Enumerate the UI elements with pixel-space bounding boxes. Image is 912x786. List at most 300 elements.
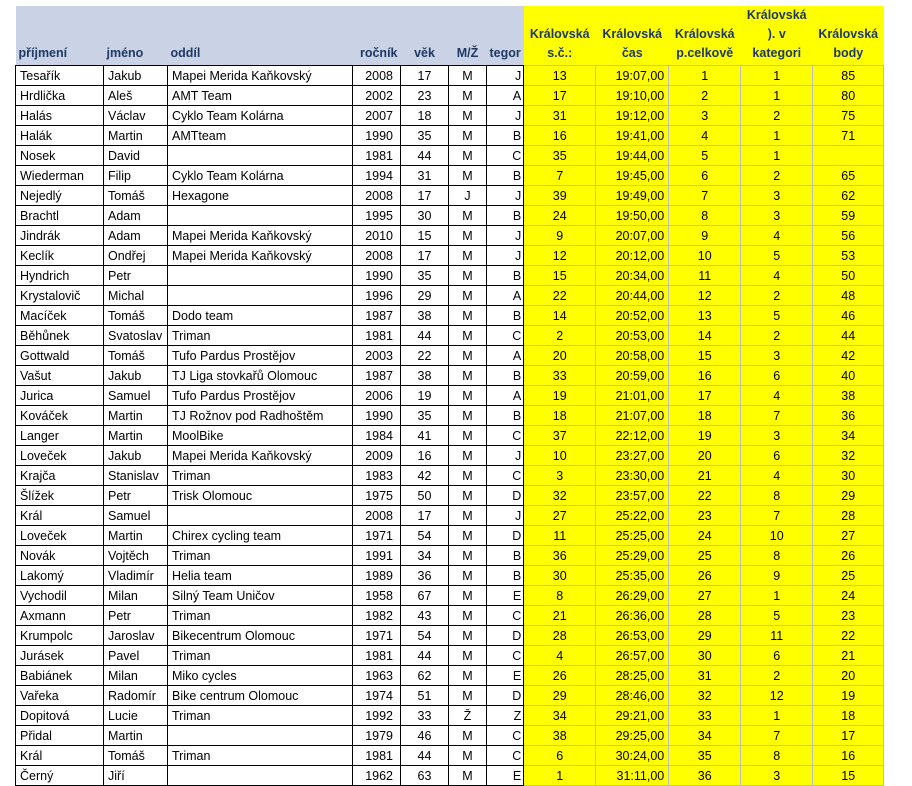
cell-gender[interactable]: M bbox=[449, 466, 487, 486]
cell-age[interactable]: 46 bbox=[401, 726, 449, 746]
cell-age[interactable]: 16 bbox=[401, 446, 449, 466]
cell-club[interactable]: Tufo Pardus Prostějov bbox=[168, 346, 353, 366]
cell-surname[interactable]: Keclík bbox=[16, 246, 104, 266]
cell-firstname[interactable]: Martin bbox=[104, 126, 168, 146]
cell-category[interactable]: B bbox=[487, 366, 524, 386]
cell-club[interactable]: Triman bbox=[168, 606, 353, 626]
cell-gender[interactable]: M bbox=[449, 166, 487, 186]
cell-category-place[interactable]: 3 bbox=[741, 766, 813, 786]
cell-overall-place[interactable]: 13 bbox=[669, 306, 741, 326]
cell-category[interactable]: B bbox=[487, 406, 524, 426]
cell-surname[interactable]: Vašut bbox=[16, 366, 104, 386]
cell-points[interactable]: 48 bbox=[813, 286, 884, 306]
cell-surname[interactable]: Král bbox=[16, 506, 104, 526]
cell-firstname[interactable]: Jaroslav bbox=[104, 626, 168, 646]
cell-club[interactable]: Bikecentrum Olomouc bbox=[168, 626, 353, 646]
cell-birth-year[interactable]: 1981 bbox=[353, 746, 401, 766]
cell-birth-year[interactable]: 1974 bbox=[353, 686, 401, 706]
cell-category[interactable]: J bbox=[487, 106, 524, 126]
cell-start-number[interactable]: 29 bbox=[524, 686, 596, 706]
cell-points[interactable]: 50 bbox=[813, 266, 884, 286]
cell-birth-year[interactable]: 1983 bbox=[353, 466, 401, 486]
cell-points[interactable]: 20 bbox=[813, 666, 884, 686]
header-points[interactable]: Královská body bbox=[813, 6, 884, 66]
cell-overall-place[interactable]: 18 bbox=[669, 406, 741, 426]
cell-points[interactable]: 71 bbox=[813, 126, 884, 146]
cell-time[interactable]: 20:58,00 bbox=[596, 346, 669, 366]
cell-time[interactable]: 20:53,00 bbox=[596, 326, 669, 346]
cell-category-place[interactable]: 5 bbox=[741, 306, 813, 326]
cell-firstname[interactable]: Samuel bbox=[104, 506, 168, 526]
cell-age[interactable]: 42 bbox=[401, 466, 449, 486]
cell-age[interactable]: 35 bbox=[401, 266, 449, 286]
cell-points[interactable]: 38 bbox=[813, 386, 884, 406]
cell-surname[interactable]: Brachtl bbox=[16, 206, 104, 226]
cell-club[interactable]: Triman bbox=[168, 746, 353, 766]
cell-club[interactable] bbox=[168, 146, 353, 166]
header-age[interactable]: věk bbox=[401, 6, 449, 66]
cell-club[interactable]: Triman bbox=[168, 646, 353, 666]
cell-age[interactable]: 67 bbox=[401, 586, 449, 606]
cell-surname[interactable]: Krystalovič bbox=[16, 286, 104, 306]
cell-surname[interactable]: Halás bbox=[16, 106, 104, 126]
cell-gender[interactable]: M bbox=[449, 86, 487, 106]
cell-gender[interactable]: M bbox=[449, 326, 487, 346]
cell-time[interactable]: 26:53,00 bbox=[596, 626, 669, 646]
cell-category[interactable]: D bbox=[487, 686, 524, 706]
cell-gender[interactable]: M bbox=[449, 626, 487, 646]
cell-club[interactable]: Cyklo Team Kolárna bbox=[168, 106, 353, 126]
cell-age[interactable]: 17 bbox=[401, 186, 449, 206]
cell-birth-year[interactable]: 2008 bbox=[353, 66, 401, 86]
cell-points[interactable]: 34 bbox=[813, 426, 884, 446]
cell-gender[interactable]: M bbox=[449, 366, 487, 386]
cell-start-number[interactable]: 37 bbox=[524, 426, 596, 446]
cell-firstname[interactable]: Aleš bbox=[104, 86, 168, 106]
cell-birth-year[interactable]: 1984 bbox=[353, 426, 401, 446]
cell-time[interactable]: 19:49,00 bbox=[596, 186, 669, 206]
cell-start-number[interactable]: 7 bbox=[524, 166, 596, 186]
cell-gender[interactable]: Ž bbox=[449, 706, 487, 726]
cell-birth-year[interactable]: 1990 bbox=[353, 406, 401, 426]
cell-category-place[interactable]: 2 bbox=[741, 166, 813, 186]
cell-category-place[interactable]: 2 bbox=[741, 326, 813, 346]
cell-category[interactable]: B bbox=[487, 546, 524, 566]
cell-overall-place[interactable]: 20 bbox=[669, 446, 741, 466]
cell-firstname[interactable]: Ondřej bbox=[104, 246, 168, 266]
cell-firstname[interactable]: Milan bbox=[104, 586, 168, 606]
cell-firstname[interactable]: Radomír bbox=[104, 686, 168, 706]
cell-birth-year[interactable]: 2006 bbox=[353, 386, 401, 406]
cell-club[interactable]: Triman bbox=[168, 326, 353, 346]
cell-category-place[interactable]: 2 bbox=[741, 106, 813, 126]
cell-birth-year[interactable]: 2002 bbox=[353, 86, 401, 106]
cell-points[interactable]: 25 bbox=[813, 566, 884, 586]
cell-category-place[interactable]: 4 bbox=[741, 226, 813, 246]
cell-birth-year[interactable]: 1975 bbox=[353, 486, 401, 506]
cell-firstname[interactable]: Jakub bbox=[104, 366, 168, 386]
cell-start-number[interactable]: 33 bbox=[524, 366, 596, 386]
cell-points[interactable]: 85 bbox=[813, 66, 884, 86]
cell-age[interactable]: 50 bbox=[401, 486, 449, 506]
cell-category[interactable]: D bbox=[487, 626, 524, 646]
cell-category-place[interactable]: 2 bbox=[741, 666, 813, 686]
cell-time[interactable]: 25:35,00 bbox=[596, 566, 669, 586]
cell-time[interactable]: 26:36,00 bbox=[596, 606, 669, 626]
cell-age[interactable]: 54 bbox=[401, 526, 449, 546]
cell-age[interactable]: 19 bbox=[401, 386, 449, 406]
cell-time[interactable]: 20:59,00 bbox=[596, 366, 669, 386]
cell-points[interactable]: 30 bbox=[813, 466, 884, 486]
cell-points[interactable]: 28 bbox=[813, 506, 884, 526]
cell-firstname[interactable]: Lucie bbox=[104, 706, 168, 726]
cell-club[interactable] bbox=[168, 506, 353, 526]
cell-start-number[interactable]: 15 bbox=[524, 266, 596, 286]
cell-category-place[interactable]: 1 bbox=[741, 146, 813, 166]
cell-category[interactable]: E bbox=[487, 666, 524, 686]
cell-firstname[interactable]: Samuel bbox=[104, 386, 168, 406]
cell-surname[interactable]: Dopitová bbox=[16, 706, 104, 726]
cell-time[interactable]: 20:52,00 bbox=[596, 306, 669, 326]
cell-gender[interactable]: M bbox=[449, 386, 487, 406]
cell-age[interactable]: 54 bbox=[401, 626, 449, 646]
header-overall-place[interactable]: Královská p.celkově bbox=[669, 6, 741, 66]
cell-time[interactable]: 20:07,00 bbox=[596, 226, 669, 246]
cell-points[interactable]: 65 bbox=[813, 166, 884, 186]
cell-points[interactable]: 26 bbox=[813, 546, 884, 566]
cell-firstname[interactable]: Petr bbox=[104, 606, 168, 626]
cell-club[interactable]: MoolBike bbox=[168, 426, 353, 446]
cell-gender[interactable]: M bbox=[449, 666, 487, 686]
cell-gender[interactable]: M bbox=[449, 486, 487, 506]
cell-category-place[interactable]: 1 bbox=[741, 86, 813, 106]
cell-birth-year[interactable]: 1981 bbox=[353, 646, 401, 666]
cell-firstname[interactable]: Svatoslav bbox=[104, 326, 168, 346]
cell-category[interactable]: A bbox=[487, 386, 524, 406]
cell-start-number[interactable]: 27 bbox=[524, 506, 596, 526]
cell-overall-place[interactable]: 16 bbox=[669, 366, 741, 386]
cell-start-number[interactable]: 31 bbox=[524, 106, 596, 126]
cell-time[interactable]: 21:07,00 bbox=[596, 406, 669, 426]
cell-club[interactable]: Chirex cycling team bbox=[168, 526, 353, 546]
cell-surname[interactable]: Tesařík bbox=[16, 66, 104, 86]
cell-club[interactable] bbox=[168, 206, 353, 226]
cell-start-number[interactable]: 34 bbox=[524, 706, 596, 726]
cell-points[interactable]: 62 bbox=[813, 186, 884, 206]
cell-firstname[interactable]: Martin bbox=[104, 726, 168, 746]
cell-gender[interactable]: M bbox=[449, 646, 487, 666]
cell-time[interactable]: 31:11,00 bbox=[596, 766, 669, 786]
cell-surname[interactable]: Axmann bbox=[16, 606, 104, 626]
cell-category[interactable]: C bbox=[487, 426, 524, 446]
cell-firstname[interactable]: Tomáš bbox=[104, 746, 168, 766]
cell-birth-year[interactable]: 1987 bbox=[353, 366, 401, 386]
cell-overall-place[interactable]: 7 bbox=[669, 186, 741, 206]
header-club[interactable]: oddíl bbox=[168, 6, 353, 66]
cell-time[interactable]: 29:25,00 bbox=[596, 726, 669, 746]
cell-age[interactable]: 29 bbox=[401, 286, 449, 306]
cell-surname[interactable]: Halák bbox=[16, 126, 104, 146]
cell-firstname[interactable]: Petr bbox=[104, 266, 168, 286]
cell-time[interactable]: 30:24,00 bbox=[596, 746, 669, 766]
cell-birth-year[interactable]: 2003 bbox=[353, 346, 401, 366]
cell-time[interactable]: 19:50,00 bbox=[596, 206, 669, 226]
cell-category-place[interactable]: 7 bbox=[741, 406, 813, 426]
cell-club[interactable]: Cyklo Team Kolárna bbox=[168, 166, 353, 186]
cell-surname[interactable]: Macíček bbox=[16, 306, 104, 326]
cell-category-place[interactable]: 6 bbox=[741, 446, 813, 466]
cell-age[interactable]: 18 bbox=[401, 106, 449, 126]
cell-category-place[interactable]: 5 bbox=[741, 246, 813, 266]
cell-category[interactable]: C bbox=[487, 646, 524, 666]
cell-age[interactable]: 44 bbox=[401, 146, 449, 166]
cell-category[interactable]: B bbox=[487, 126, 524, 146]
cell-club[interactable]: TJ Liga stovkařů Olomouc bbox=[168, 366, 353, 386]
cell-age[interactable]: 15 bbox=[401, 226, 449, 246]
cell-time[interactable]: 19:44,00 bbox=[596, 146, 669, 166]
cell-overall-place[interactable]: 11 bbox=[669, 266, 741, 286]
cell-club[interactable]: Trisk Olomouc bbox=[168, 486, 353, 506]
cell-surname[interactable]: Hrdlička bbox=[16, 86, 104, 106]
cell-points[interactable]: 22 bbox=[813, 626, 884, 646]
cell-points[interactable]: 53 bbox=[813, 246, 884, 266]
cell-points[interactable]: 32 bbox=[813, 446, 884, 466]
cell-start-number[interactable]: 26 bbox=[524, 666, 596, 686]
cell-birth-year[interactable]: 2008 bbox=[353, 246, 401, 266]
cell-overall-place[interactable]: 15 bbox=[669, 346, 741, 366]
cell-overall-place[interactable]: 25 bbox=[669, 546, 741, 566]
cell-overall-place[interactable]: 24 bbox=[669, 526, 741, 546]
cell-firstname[interactable]: Jakub bbox=[104, 446, 168, 466]
cell-points[interactable] bbox=[813, 146, 884, 166]
cell-gender[interactable]: M bbox=[449, 546, 487, 566]
cell-overall-place[interactable]: 35 bbox=[669, 746, 741, 766]
cell-start-number[interactable]: 1 bbox=[524, 766, 596, 786]
cell-club[interactable]: Bike centrum Olomouc bbox=[168, 686, 353, 706]
cell-start-number[interactable]: 32 bbox=[524, 486, 596, 506]
cell-surname[interactable]: Gottwald bbox=[16, 346, 104, 366]
cell-surname[interactable]: Nejedlý bbox=[16, 186, 104, 206]
cell-time[interactable]: 21:01,00 bbox=[596, 386, 669, 406]
cell-category[interactable]: J bbox=[487, 246, 524, 266]
cell-points[interactable]: 17 bbox=[813, 726, 884, 746]
cell-age[interactable]: 63 bbox=[401, 766, 449, 786]
cell-category[interactable]: C bbox=[487, 606, 524, 626]
cell-club[interactable]: Mapei Merida Kaňkovský bbox=[168, 246, 353, 266]
cell-firstname[interactable]: Tomáš bbox=[104, 186, 168, 206]
cell-gender[interactable]: M bbox=[449, 406, 487, 426]
cell-birth-year[interactable]: 2010 bbox=[353, 226, 401, 246]
cell-surname[interactable]: Loveček bbox=[16, 526, 104, 546]
cell-age[interactable]: 38 bbox=[401, 306, 449, 326]
cell-age[interactable]: 51 bbox=[401, 686, 449, 706]
cell-start-number[interactable]: 16 bbox=[524, 126, 596, 146]
cell-gender[interactable]: M bbox=[449, 306, 487, 326]
cell-time[interactable]: 19:07,00 bbox=[596, 66, 669, 86]
cell-points[interactable]: 18 bbox=[813, 706, 884, 726]
cell-birth-year[interactable]: 1981 bbox=[353, 146, 401, 166]
cell-overall-place[interactable]: 5 bbox=[669, 146, 741, 166]
cell-gender[interactable]: M bbox=[449, 146, 487, 166]
cell-time[interactable]: 26:57,00 bbox=[596, 646, 669, 666]
cell-overall-place[interactable]: 30 bbox=[669, 646, 741, 666]
cell-start-number[interactable]: 20 bbox=[524, 346, 596, 366]
cell-gender[interactable]: M bbox=[449, 126, 487, 146]
cell-gender[interactable]: M bbox=[449, 206, 487, 226]
cell-age[interactable]: 38 bbox=[401, 366, 449, 386]
cell-time[interactable]: 25:25,00 bbox=[596, 526, 669, 546]
cell-category-place[interactable]: 3 bbox=[741, 206, 813, 226]
cell-start-number[interactable]: 13 bbox=[524, 66, 596, 86]
cell-start-number[interactable]: 28 bbox=[524, 626, 596, 646]
cell-age[interactable]: 31 bbox=[401, 166, 449, 186]
cell-time[interactable]: 19:10,00 bbox=[596, 86, 669, 106]
cell-category-place[interactable]: 7 bbox=[741, 726, 813, 746]
cell-category[interactable]: B bbox=[487, 566, 524, 586]
cell-overall-place[interactable]: 3 bbox=[669, 106, 741, 126]
cell-birth-year[interactable]: 1994 bbox=[353, 166, 401, 186]
cell-club[interactable]: Triman bbox=[168, 706, 353, 726]
cell-age[interactable]: 30 bbox=[401, 206, 449, 226]
cell-category[interactable]: A bbox=[487, 86, 524, 106]
cell-overall-place[interactable]: 27 bbox=[669, 586, 741, 606]
cell-time[interactable]: 20:34,00 bbox=[596, 266, 669, 286]
cell-club[interactable]: Silný Team Uničov bbox=[168, 586, 353, 606]
cell-start-number[interactable]: 21 bbox=[524, 606, 596, 626]
cell-points[interactable]: 24 bbox=[813, 586, 884, 606]
cell-gender[interactable]: M bbox=[449, 106, 487, 126]
header-birth-year[interactable]: ročník bbox=[353, 6, 401, 66]
cell-category-place[interactable]: 11 bbox=[741, 626, 813, 646]
cell-category-place[interactable]: 6 bbox=[741, 366, 813, 386]
cell-time[interactable]: 22:12,00 bbox=[596, 426, 669, 446]
cell-category-place[interactable]: 8 bbox=[741, 746, 813, 766]
cell-overall-place[interactable]: 29 bbox=[669, 626, 741, 646]
cell-overall-place[interactable]: 2 bbox=[669, 86, 741, 106]
cell-points[interactable]: 80 bbox=[813, 86, 884, 106]
cell-overall-place[interactable]: 8 bbox=[669, 206, 741, 226]
cell-age[interactable]: 17 bbox=[401, 506, 449, 526]
cell-time[interactable]: 29:21,00 bbox=[596, 706, 669, 726]
cell-time[interactable]: 23:27,00 bbox=[596, 446, 669, 466]
cell-start-number[interactable]: 8 bbox=[524, 586, 596, 606]
cell-points[interactable]: 21 bbox=[813, 646, 884, 666]
cell-firstname[interactable]: Tomáš bbox=[104, 346, 168, 366]
cell-gender[interactable]: M bbox=[449, 66, 487, 86]
cell-surname[interactable]: Langer bbox=[16, 426, 104, 446]
cell-start-number[interactable]: 3 bbox=[524, 466, 596, 486]
cell-time[interactable]: 20:44,00 bbox=[596, 286, 669, 306]
cell-birth-year[interactable]: 1979 bbox=[353, 726, 401, 746]
cell-start-number[interactable]: 36 bbox=[524, 546, 596, 566]
cell-gender[interactable]: M bbox=[449, 566, 487, 586]
cell-birth-year[interactable]: 1987 bbox=[353, 306, 401, 326]
cell-overall-place[interactable]: 33 bbox=[669, 706, 741, 726]
cell-surname[interactable]: Novák bbox=[16, 546, 104, 566]
cell-overall-place[interactable]: 36 bbox=[669, 766, 741, 786]
cell-surname[interactable]: Šlížek bbox=[16, 486, 104, 506]
cell-category[interactable]: B bbox=[487, 266, 524, 286]
cell-surname[interactable]: Přidal bbox=[16, 726, 104, 746]
cell-age[interactable]: 35 bbox=[401, 406, 449, 426]
cell-birth-year[interactable]: 1982 bbox=[353, 606, 401, 626]
cell-firstname[interactable]: Petr bbox=[104, 486, 168, 506]
cell-category[interactable]: E bbox=[487, 766, 524, 786]
cell-gender[interactable]: M bbox=[449, 526, 487, 546]
cell-birth-year[interactable]: 1958 bbox=[353, 586, 401, 606]
cell-birth-year[interactable]: 2008 bbox=[353, 186, 401, 206]
cell-category-place[interactable]: 12 bbox=[741, 686, 813, 706]
cell-time[interactable]: 28:46,00 bbox=[596, 686, 669, 706]
cell-gender[interactable]: M bbox=[449, 686, 487, 706]
cell-birth-year[interactable]: 1971 bbox=[353, 526, 401, 546]
cell-category-place[interactable]: 4 bbox=[741, 466, 813, 486]
cell-firstname[interactable]: Milan bbox=[104, 666, 168, 686]
cell-category[interactable]: C bbox=[487, 466, 524, 486]
cell-start-number[interactable]: 9 bbox=[524, 226, 596, 246]
cell-surname[interactable]: Jurica bbox=[16, 386, 104, 406]
cell-overall-place[interactable]: 12 bbox=[669, 286, 741, 306]
cell-category[interactable]: A bbox=[487, 346, 524, 366]
header-category-place[interactable]: Královská ). v kategori bbox=[741, 6, 813, 66]
cell-overall-place[interactable]: 19 bbox=[669, 426, 741, 446]
cell-start-number[interactable]: 35 bbox=[524, 146, 596, 166]
cell-category-place[interactable]: 1 bbox=[741, 126, 813, 146]
cell-category[interactable]: C bbox=[487, 726, 524, 746]
cell-surname[interactable]: Vychodil bbox=[16, 586, 104, 606]
cell-points[interactable]: 75 bbox=[813, 106, 884, 126]
cell-club[interactable]: TJ Rožnov pod Radhoštěm bbox=[168, 406, 353, 426]
cell-overall-place[interactable]: 1 bbox=[669, 66, 741, 86]
header-category[interactable]: tegor bbox=[487, 6, 524, 66]
cell-overall-place[interactable]: 34 bbox=[669, 726, 741, 746]
cell-age[interactable]: 36 bbox=[401, 566, 449, 586]
cell-category-place[interactable]: 1 bbox=[741, 66, 813, 86]
cell-category-place[interactable]: 1 bbox=[741, 706, 813, 726]
cell-birth-year[interactable]: 1981 bbox=[353, 326, 401, 346]
cell-surname[interactable]: Wiederman bbox=[16, 166, 104, 186]
cell-start-number[interactable]: 6 bbox=[524, 746, 596, 766]
cell-category[interactable]: Z bbox=[487, 706, 524, 726]
cell-birth-year[interactable]: 1991 bbox=[353, 546, 401, 566]
cell-start-number[interactable]: 4 bbox=[524, 646, 596, 666]
cell-overall-place[interactable]: 32 bbox=[669, 686, 741, 706]
cell-surname[interactable]: Král bbox=[16, 746, 104, 766]
cell-age[interactable]: 23 bbox=[401, 86, 449, 106]
cell-surname[interactable]: Jurásek bbox=[16, 646, 104, 666]
cell-surname[interactable]: Krajča bbox=[16, 466, 104, 486]
cell-gender[interactable]: M bbox=[449, 606, 487, 626]
cell-start-number[interactable]: 11 bbox=[524, 526, 596, 546]
cell-firstname[interactable]: Michal bbox=[104, 286, 168, 306]
cell-birth-year[interactable]: 2009 bbox=[353, 446, 401, 466]
cell-gender[interactable]: M bbox=[449, 746, 487, 766]
cell-category-place[interactable]: 9 bbox=[741, 566, 813, 586]
cell-surname[interactable]: Běhůnek bbox=[16, 326, 104, 346]
cell-category[interactable]: C bbox=[487, 146, 524, 166]
cell-category[interactable]: B bbox=[487, 206, 524, 226]
cell-firstname[interactable]: Adam bbox=[104, 206, 168, 226]
cell-start-number[interactable]: 18 bbox=[524, 406, 596, 426]
cell-gender[interactable]: M bbox=[449, 346, 487, 366]
cell-club[interactable] bbox=[168, 266, 353, 286]
cell-surname[interactable]: Nosek bbox=[16, 146, 104, 166]
cell-club[interactable]: Mapei Merida Kaňkovský bbox=[168, 226, 353, 246]
cell-age[interactable]: 62 bbox=[401, 666, 449, 686]
cell-points[interactable]: 59 bbox=[813, 206, 884, 226]
cell-points[interactable]: 27 bbox=[813, 526, 884, 546]
cell-surname[interactable]: Babiánek bbox=[16, 666, 104, 686]
